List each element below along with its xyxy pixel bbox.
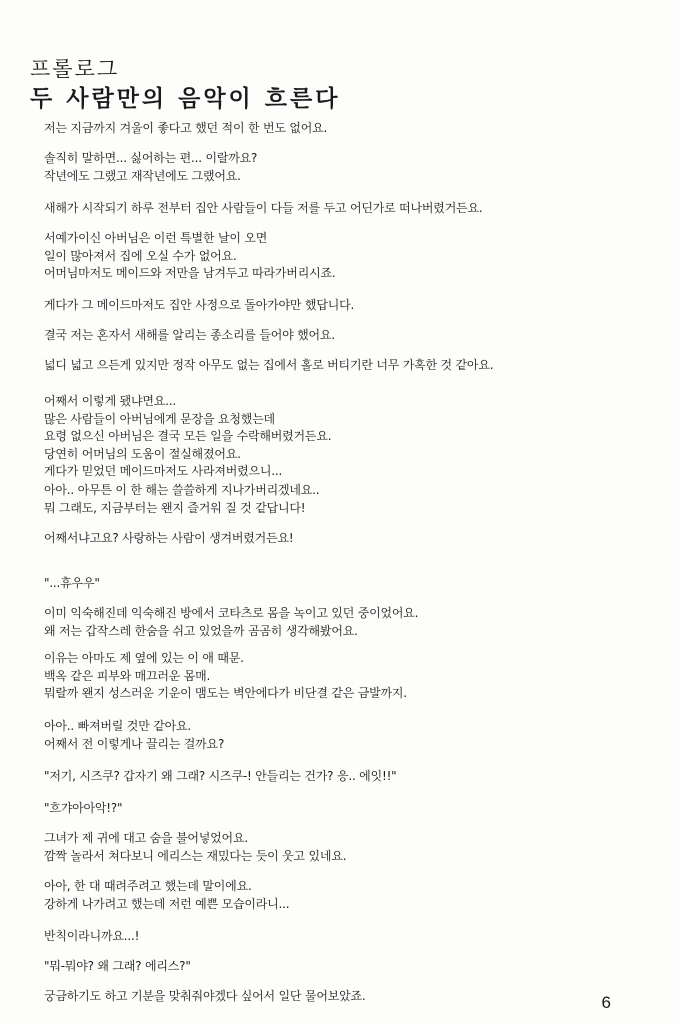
paragraph — [44, 482, 319, 517]
paragraph — [44, 878, 289, 913]
text-line: 어머님마저도 메이드와 저만을 남겨두고 따라가버리시죠. — [44, 266, 336, 280]
paragraph — [44, 605, 418, 640]
text-line: 깜짝 놀라서 쳐다보니 에리스는 재밌다는 듯이 웃고 있네요. — [44, 848, 347, 863]
text-line: 게다가 그 메이드마저도 집안 사정으로 돌아가야만 했답니다. — [44, 298, 355, 312]
paragraph — [44, 928, 139, 946]
paragraph — [44, 768, 397, 786]
text-line: 당연히 어머님의 도움이 절실해졌어요. — [44, 446, 241, 461]
paragraph — [44, 830, 346, 865]
text-line: 게다가 믿었던 메이드마저도 사라져버렸으니... — [44, 464, 283, 478]
paragraph — [44, 230, 335, 283]
paragraph — [44, 718, 224, 753]
chapter-header — [30, 55, 340, 115]
text-line: 뭐랄까 왠지 성스러운 기운이 맴도는 벽안에다가 비단결 같은 금발까지. — [44, 686, 407, 700]
paragraph — [44, 575, 100, 593]
text-line: 뭐 그래도, 지금부터는 왠지 즐거워 질 것 같답니다! — [44, 500, 306, 515]
text-line: 왜 저는 갑작스레 한숨을 쉬고 있었을까 곰곰히 생각해봤어요. — [44, 623, 358, 638]
text-line: 솔직히 말하면... 싫어하는 편... 이랄까요? — [44, 151, 258, 165]
paragraph — [44, 357, 493, 375]
text-line: 서예가이신 아버님은 이런 특별한 날이 오면 — [44, 231, 268, 245]
text-line: 요령 없으신 아버님은 결국 모든 일을 수락해버렸거든요. — [44, 429, 332, 443]
paragraph — [44, 120, 327, 138]
text-line: 그녀가 제 귀에 대고 숨을 불어넣었어요. — [44, 831, 248, 845]
text-line: "흐갸아아악!?" — [44, 801, 123, 815]
paragraph — [44, 958, 191, 976]
text-line: 많은 사람들이 아버님에게 문장을 요청했는데 — [44, 411, 275, 426]
paragraph — [44, 150, 257, 185]
paragraph — [44, 988, 366, 1006]
text-line: 아아.. 빠져버릴 것만 같아요. — [44, 719, 191, 733]
paragraph — [44, 530, 293, 548]
text-line: "뭐-뭐야? 왜 그래? 에리스?" — [44, 959, 191, 973]
paragraph — [44, 297, 354, 315]
text-line: 어째서 이렇게 됐냐면요... — [44, 394, 176, 408]
text-line: 넓디 넓고 으든게 있지만 정작 아무도 없는 집에서 홀로 버티기란 너무 가혹한 것 같아요. — [44, 358, 494, 372]
text-line: 아아.. 아무튼 이 한 해는 쓸쓸하게 지나가버리겠네요.. — [44, 483, 320, 497]
text-line: 작년에도 그랬고 재작년에도 그랬어요. — [44, 168, 241, 183]
text-line: 강하게 나가려고 했는데 저런 예쁜 모습이라니... — [44, 896, 290, 911]
text-line: 아아, 한 대 때려주려고 했는데 말이에요. — [44, 879, 252, 893]
text-line: 백옥 같은 피부와 매끄러운 몸매. — [44, 668, 211, 683]
text-line: "...휴우우" — [44, 576, 100, 590]
page-number: 6 — [601, 993, 611, 1012]
text-line: 반칙이라니까요...! — [44, 929, 140, 943]
text-line: 결국 저는 혼자서 새해를 알리는 종소리를 들어야 했어요. — [44, 328, 335, 342]
text-line: "저기, 시즈쿠? 갑자기 왜 그래? 시즈쿠-! 안들리는 건가? 응.. 에잇!!" — [44, 769, 397, 783]
text-line: 이유는 아마도 제 옆에 있는 이 애 때문. — [44, 651, 244, 665]
text-line: 저는 지금까지 겨울이 좋다고 했던 적이 한 번도 없어요. — [44, 121, 328, 135]
text-line: 일이 많아져서 집에 오실 수가 없어요. — [44, 248, 237, 263]
paragraph — [44, 800, 122, 818]
chapter-label: 프롤로그 — [30, 57, 120, 81]
paragraph — [44, 650, 407, 703]
text-line: 이미 익숙해진데 익숙해진 방에서 코타츠로 몸을 녹이고 있던 중이었어요. — [44, 606, 419, 620]
paragraph — [44, 327, 335, 345]
paragraph — [44, 200, 482, 218]
text-line: 어째서냐고요? 사랑하는 사람이 생겨버렸거든요! — [44, 531, 294, 545]
text-line: 궁금하기도 하고 기분을 맞춰줘야겠다 싶어서 일단 물어보았죠. — [44, 989, 366, 1003]
text-line: 어째서 전 이렇게나 끌리는 걸까요? — [44, 736, 225, 751]
paragraph — [44, 393, 331, 481]
text-line: 새해가 시작되기 하루 전부터 집안 사람들이 다들 저를 두고 어딘가로 떠나버렸거든요. — [44, 201, 483, 215]
chapter-title: 두 사람만의 음악이 흐른다 — [30, 86, 341, 112]
